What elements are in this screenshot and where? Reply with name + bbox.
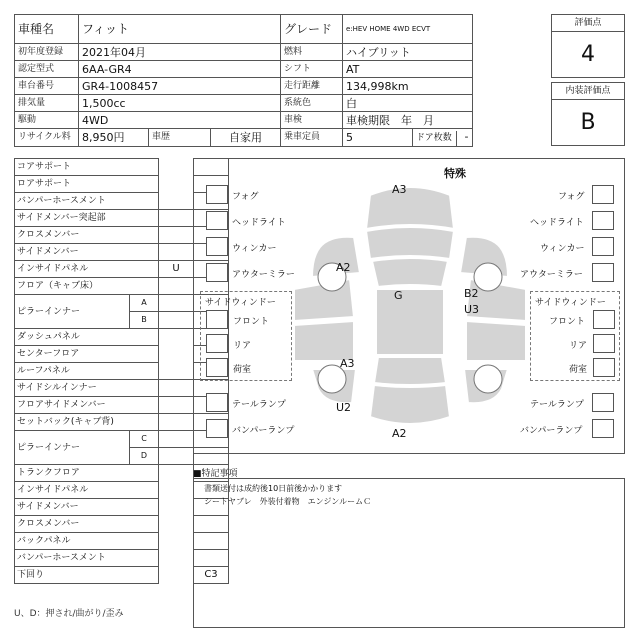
left-fog-check[interactable]	[206, 185, 228, 204]
part-name: サイドシルインナー	[15, 380, 159, 397]
spec-table	[14, 14, 473, 147]
mark-left-rear2: U2	[336, 401, 352, 414]
part-name: サイドメンバー	[15, 244, 159, 261]
part-name: 下回り	[15, 567, 159, 584]
value-grade: e:HEV HOME 4WD ECVT	[343, 15, 473, 44]
part-cell	[159, 244, 194, 261]
value-chassis: GR4-1008457	[79, 78, 281, 95]
left-mirror-label: アウターミラー	[232, 270, 295, 280]
left-tail-label: テールランプ	[232, 400, 286, 410]
part-name: ピラーインナー	[15, 295, 130, 329]
windshield-panel	[372, 258, 448, 287]
right-rear-wheel	[474, 365, 502, 393]
car-body-outline	[290, 177, 530, 447]
label-capacity: 乗車定員	[281, 129, 343, 147]
left-front-label: フロント	[233, 317, 270, 327]
label-chassis: 車台番号	[15, 78, 79, 95]
notes-line-2: シートヤブレ 外装付着物 エンジンルームＣ	[204, 497, 372, 506]
part-name: サイドメンバー	[15, 499, 159, 516]
mark-right-mid: U3	[464, 303, 480, 316]
right-headlight-label: ヘッドライト	[530, 218, 584, 228]
label-history: 車歴	[149, 129, 211, 147]
value-inspection: 車検期限 年 月	[343, 112, 473, 129]
left-side-window-label: サイドウィンドー	[205, 298, 276, 308]
right-bumper-label: バンパーランプ	[520, 426, 583, 436]
value-fuel: ハイブリット	[343, 44, 473, 61]
part-name: セットバック(キャブ背)	[15, 414, 159, 431]
label-displacement: 排気量	[15, 95, 79, 112]
rear-gate-panel	[370, 385, 450, 424]
interior-score-label: 内装評価点	[552, 83, 624, 100]
right-fog-label: フォグ	[558, 192, 585, 202]
left-cargo-label: 荷室	[233, 365, 252, 375]
right-mirror-label: アウターミラー	[520, 270, 583, 280]
value-shift: AT	[343, 61, 473, 78]
left-winker-check[interactable]	[206, 237, 228, 256]
part-name: フロアサイドメンバー	[15, 397, 159, 414]
value-history: 自家用	[211, 129, 281, 147]
value-doors: -	[464, 130, 469, 143]
left-front-check[interactable]	[206, 310, 228, 329]
part-name: クロスメンバー	[15, 516, 159, 533]
right-front-label: フロント	[549, 317, 586, 327]
part-name: コアサポート	[15, 159, 159, 176]
part-cell	[159, 414, 194, 431]
right-rear-check[interactable]	[593, 334, 615, 353]
front-bumper-panel	[366, 187, 454, 229]
left-winker-label: ウィンカー	[232, 244, 277, 254]
part-name: クロスメンバー	[15, 227, 159, 244]
interior-score-value: B	[580, 110, 596, 135]
part-sub: A	[130, 295, 159, 312]
right-winker-label: ウィンカー	[540, 244, 585, 254]
part-cell: U	[159, 261, 194, 278]
part-name: ロアサポート	[15, 176, 159, 193]
part-name: インサイドパネル	[15, 261, 159, 278]
right-cargo-check[interactable]	[593, 358, 615, 377]
mark-right-front: B2	[464, 287, 479, 300]
value-model: フィット	[79, 15, 281, 44]
part-cell	[159, 312, 194, 329]
label-recycle: リサイクル料	[15, 129, 79, 147]
part-name: ダッシュパネル	[15, 329, 159, 346]
label-mileage: 走行距離	[281, 78, 343, 95]
part-sub: C	[130, 431, 159, 448]
left-headlight-label: ヘッドライト	[232, 218, 286, 228]
right-tail-check[interactable]	[592, 393, 614, 412]
part-cell	[159, 380, 194, 397]
part-name: ルーフパネル	[15, 363, 159, 380]
car-diagram	[193, 158, 625, 454]
right-winker-check[interactable]	[592, 237, 614, 256]
part-name: バンパーホースメント	[15, 550, 159, 567]
value-recycle: 8,950円	[79, 129, 149, 147]
mark-left-front: A2	[336, 261, 351, 274]
mark-left-rear: A3	[340, 357, 355, 370]
right-front-check[interactable]	[593, 310, 615, 329]
interior-score-box	[551, 82, 625, 146]
left-bumper-label: バンパーランプ	[232, 426, 295, 436]
part-name: サイドメンバー突起部	[15, 210, 159, 227]
right-fog-check[interactable]	[592, 185, 614, 204]
value-type: 6AA-GR4	[79, 61, 281, 78]
label-inspection: 車検	[281, 112, 343, 129]
right-tail-label: テールランプ	[530, 400, 584, 410]
label-drive: 駆動	[15, 112, 79, 129]
score-label: 評価点	[552, 15, 624, 32]
label-type: 認定型式	[15, 61, 79, 78]
special-label: 特殊	[444, 167, 466, 180]
part-name: ピラーインナー	[15, 431, 130, 465]
part-name: トランクフロア	[15, 465, 159, 482]
part-sub: D	[130, 448, 159, 465]
notes-title: ■特記事項	[193, 469, 238, 479]
value-capacity: 5	[343, 129, 413, 147]
part-name: フロア（キャブ床）	[15, 278, 159, 295]
left-mirror-check[interactable]	[206, 263, 228, 282]
right-side-window-group	[530, 291, 620, 381]
legend-text: U、D：押され/曲がり/歪み	[14, 609, 124, 619]
part-name: センターフロア	[15, 346, 159, 363]
left-rear-door	[294, 321, 354, 361]
label-shift: シフト	[281, 61, 343, 78]
label-first-reg: 初年度登録	[15, 44, 79, 61]
right-bumper-check[interactable]	[592, 419, 614, 438]
value-displacement: 1,500cc	[79, 95, 281, 112]
left-side-window-group	[200, 291, 292, 381]
right-side-window-label: サイドウィンドー	[535, 298, 606, 308]
right-cargo-label: 荷室	[569, 365, 588, 375]
roof-panel	[376, 289, 444, 355]
label-model: 車種名	[15, 15, 79, 44]
value-first-reg: 2021年04月	[79, 44, 281, 61]
mark-roof: G	[394, 289, 403, 302]
right-rear-door	[466, 321, 526, 361]
mark-front: A3	[392, 183, 407, 196]
mark-rear: A2	[392, 427, 407, 440]
score-value: 4	[581, 42, 595, 67]
value-drive: 4WD	[79, 112, 281, 129]
right-mirror-check[interactable]	[592, 263, 614, 282]
left-tail-check[interactable]	[206, 393, 228, 412]
label-doors: ドア枚数	[413, 131, 457, 146]
part-cell	[159, 448, 194, 465]
left-headlight-check[interactable]	[206, 211, 228, 230]
part-name: インサイドパネル	[15, 482, 159, 499]
left-rear-check[interactable]	[206, 334, 228, 353]
right-headlight-check[interactable]	[592, 211, 614, 230]
label-color: 系統色	[281, 95, 343, 112]
part-cell	[159, 397, 194, 414]
part-name: バンパーホースメント	[15, 193, 159, 210]
part-cell	[159, 431, 194, 448]
left-fog-label: フォグ	[232, 192, 259, 202]
part-cell	[159, 295, 194, 312]
score-box	[551, 14, 625, 78]
hood-panel	[366, 227, 454, 259]
right-rear-label: リア	[569, 341, 588, 351]
notes-box	[193, 478, 625, 628]
label-fuel: 燃料	[281, 44, 343, 61]
left-rear-label: リア	[233, 341, 252, 351]
label-grade: グレード	[281, 15, 343, 44]
part-cell	[159, 210, 194, 227]
left-cargo-check[interactable]	[206, 358, 228, 377]
left-bumper-check[interactable]	[206, 419, 228, 438]
rear-glass-panel	[374, 357, 446, 385]
part-sub: B	[130, 312, 159, 329]
part-cell: C3	[194, 567, 229, 584]
notes-line-1: 書類送付は成約後10日前後かかります	[204, 484, 343, 493]
part-name: バックパネル	[15, 533, 159, 550]
value-mileage: 134,998km	[343, 78, 473, 95]
value-color: 白	[343, 95, 473, 112]
